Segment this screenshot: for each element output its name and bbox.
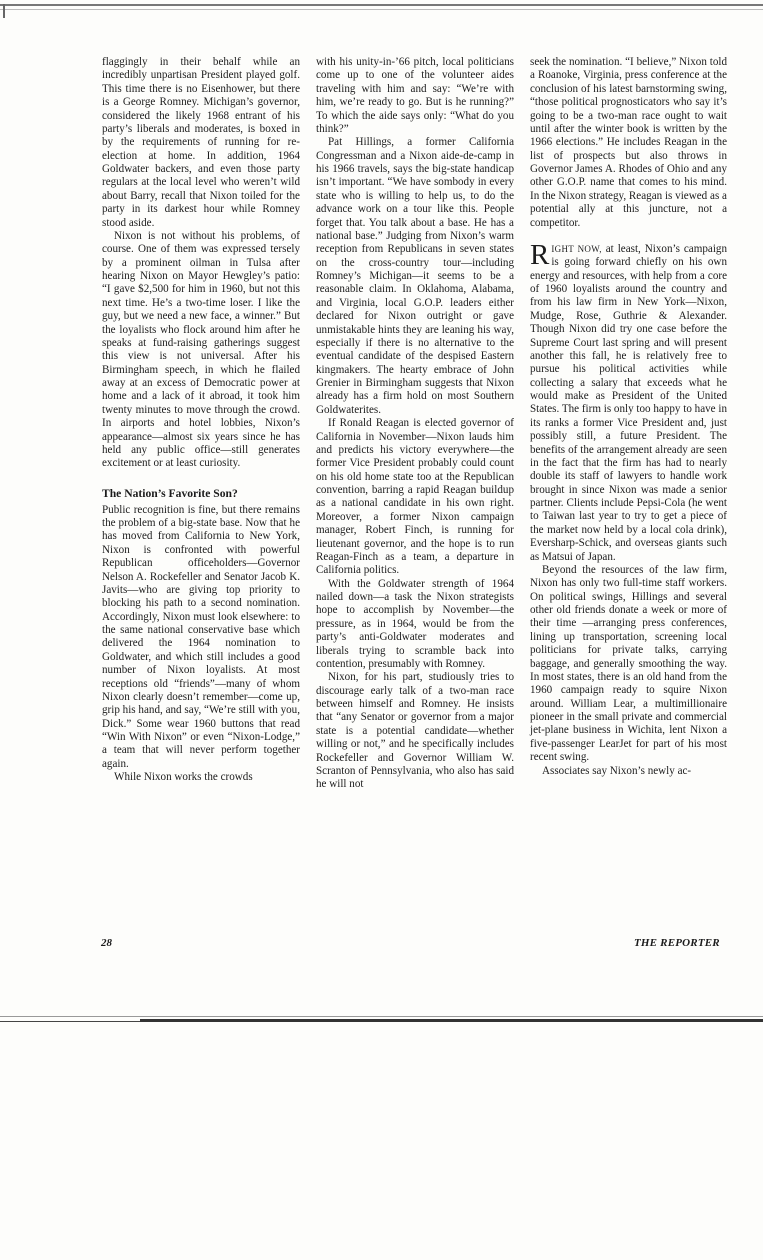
- col3-paragraph-3: Beyond the resources of the law firm, Nixon has only two full-time staff workers. On political swings, Hillings and several other old friends donate a week or more of their time —arranging press conferences, lining up transportation, screening local politicians for private talks, carrying baggage, and generally smoothing the way. In most states, there is an old hand from the 1960 campaign ready to squire Nixon around. William Lear, a multimillionaire pioneer in the small private and commercial jet-plane business in Wichita, lent Nixon a five-passenger LearJet for part of his most recent swing.: [530, 563, 727, 764]
- page-number: 28: [101, 937, 112, 949]
- article-column-3: [530, 56, 727, 778]
- col1-paragraph-1: flaggingly in their behalf while an incredibly unpartisan President played golf. This time there is no Eisenhower, but there is a George Romney. Michigan’s governor, considered the likely 1968 entrant of his party’s liberals and moderates, is boxed in by the requirements of running for re-election at home. In addition, 1964 Goldwater backers, and even those party regulars at the local level who weren’t wild about Barry, recall that Nixon toiled for the party in its darkest hour while Romney stood aside.: [102, 56, 300, 229]
- page-corner-mark: [3, 4, 5, 18]
- top-page-edge-shadow: [0, 9, 763, 10]
- col2-paragraph-4: With the Goldwater strength of 1964 nailed down—a task the Nixon strategists hope to accomplish by November—the pressure, as in 1964, would be from the party’s anti-Goldwater moderates and liberals trying to scramble back into contention, presumably with Romney.: [316, 577, 514, 670]
- article-column-1: [102, 56, 300, 785]
- article-column-2: [316, 56, 514, 792]
- col2-paragraph-2: Pat Hillings, a former California Congressman and a Nixon aide-de-camp in his 1966 travels, says the big-state handicap isn’t important. “We have sombody in every state who is willing to help us, to do the advance work on a tour like this. People forget that. You talk about a base. He has a national base.” Judging from Nixon’s warm reception from Republicans in seven states on the cross-country tour—including Romney’s Michigan—it seems to be a reasonable claim. In Oklahoma, Alabama, and Virginia, local G.O.P. leaders either declared for Nixon outright or gave unmistakable hints they are leaning his way, especially if there is no alternative to the eventual candidate of the despised Eastern kingmakers. The hearty embrace of John Grenier in Birmingham suggests that Nixon already has a firm hold on most Southern Goldwaterites.: [316, 136, 514, 416]
- bottom-edge-line-thin: [0, 1016, 763, 1017]
- col1-paragraph-3: Public recognition is fine, but there remains the problem of a big-state base. Now that he has moved from California to New York, Nixon is confronted with powerful Republican officeholders—Governor Nelson A. Rockefeller and Senator Jacob K. Javits—who are giving top priority to blocking his path to a second nomination. Accordingly, Nixon must look elsewhere: to the same national conservative base which delivered the 1964 nomination to Goldwater, and which still includes a good number of Nixon loyalists. At most receptions old “friends”—many of whom Nixon clearly doesn’t remember—come up, grip his hand, and say, “We’re still with you, Dick.” Some wear 1960 buttons that read “Win With Nixon” or even “Nixon-Lodge,” a team that will never perform together again.: [102, 503, 300, 770]
- drop-cap-letter: R: [530, 238, 550, 271]
- publication-name: THE REPORTER: [634, 937, 720, 949]
- col3-paragraph-4: Associates say Nixon’s newly ac-: [542, 764, 692, 777]
- small-caps-lead: IGHT NOW,: [551, 243, 602, 254]
- bottom-edge-line-left: [0, 1021, 140, 1022]
- bottom-edge-line-thick: [140, 1019, 763, 1022]
- col3-paragraph-2: [530, 238, 727, 564]
- col2-paragraph-3: If Ronald Reagan is elected governor of California in November—Nixon lauds him and predicts his victory everywhere—the former Vice President probably could count on his old home state too at the Republican convention, barring a rapid Reagan buildup as a national candidate in his own right. Moreover, a former Nixon campaign manager, Robert Finch, is running for lieutenant governor, and the hope is to run Reagan-Finch as a team, a departure in California politics.: [316, 417, 514, 577]
- col3-paragraph-2-text: at least, Nixon’s campaign is going forward chiefly on his own energy and resources, with help from a core of 1960 loyalists around the country and from his law firm in New York—Nixon, Mudge, Rose, Guthrie & Alexander. Though Nixon did try one case before the Supreme Court last spring and will present another this fall, he is relatively free to pursue his political activities while collecting a salary that exceeds what he would make as President of the United States. The firm is only too happy to have in its ranks a former Vice President and, just possibly still, a future President. The benefits of the arrangement already are seen in the fact that the firm has had to nearly double its staff of lawyers to handle work brought in since Nixon was made a senior partner. Clients include Pepsi-Cola (he went to Taiwan last year to try to get a piece of the market now held by a local cola drink), Eversharp-Schick, and overseas giants such as Matsui of Japan.: [530, 242, 727, 563]
- section-heading: The Nation’s Favorite Son?: [102, 486, 238, 500]
- top-page-edge: [0, 4, 763, 6]
- col3-paragraph-1: seek the nomination. “I believe,” Nixon told a Roanoke, Virginia, press conference at the conclusion of his latest barnstorming swing, “those political prognosticators who say it’s going to be a two-man race ought to wait until after the winter book is written by the 1966 elections.” He includes Reagan in the list of prospects but also throws in Governor James A. Rhodes of Ohio and any other G.O.P. name that comes to his mind. In the Nixon strategy, Reagan is viewed as a potential ally at this juncture, not a competitor.: [530, 56, 727, 229]
- col2-paragraph-1: with his unity-in-’66 pitch, local politicians come up to one of the volunteer aides traveling with him and say: “We’re with him, we’re ready to go. But is he running?” To which the aide says only: “What do you think?”: [316, 56, 514, 135]
- bottom-page-edge: [0, 1016, 763, 1024]
- col1-paragraph-4: While Nixon works the crowds: [114, 771, 253, 784]
- col2-paragraph-5: Nixon, for his part, studiously tries to discourage early talk of a two-man race between himself and Romney. He insists that “any Senator or governor from a major state is a potential candidate—whether willing or not,” and he specifically includes Rockefeller and Governor William W. Scranton of Pennsylvania, who also has said he will not: [316, 671, 514, 791]
- col1-paragraph-2: Nixon is not without his problems, of course. One of them was expressed tersely by a prominent oilman in Tulsa after hearing Nixon on Mayor Hewgley’s patio: “I gave $2,500 for him in 1960, but not this next time. He’s a two-time loser. I like the guy, but we need a new face, a winner.” But the loyalists who flock around him after he speaks at fund-raising gatherings suggest this view is not universal. After his Birmingham speech, in which he flailed away at an excess of Democratic power at home and a lack of it abroad, it took him twenty minutes to move through the crowd. In airports and hotel lobbies, Nixon’s appearance—almost six years since he has held any public office—still generates excitement or at least curiosity.: [102, 229, 300, 470]
